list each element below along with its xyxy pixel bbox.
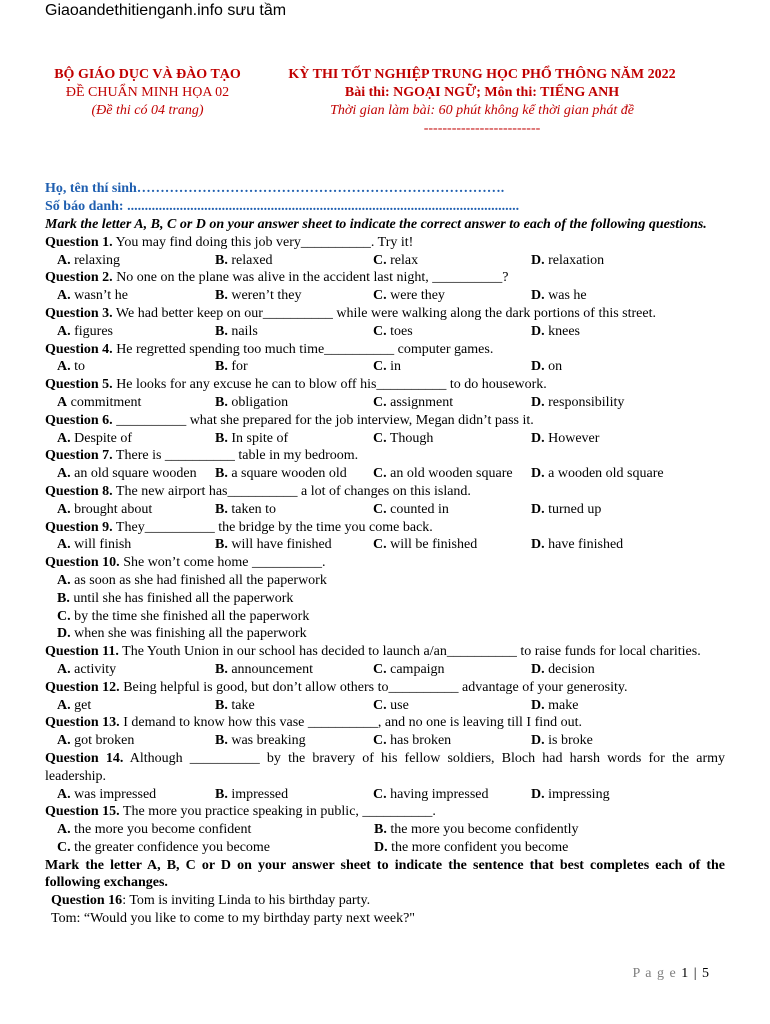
option-row <box>45 821 725 839</box>
option-d[interactable]: D. However <box>531 430 600 446</box>
option-b[interactable]: B. a square wooden old <box>215 466 347 482</box>
ministry-name: BỘ GIÁO DỤC VÀ ĐÀO TẠO <box>54 67 241 82</box>
option-c[interactable]: C. counted in <box>373 501 449 517</box>
option-d[interactable]: D. decision <box>531 661 595 677</box>
question-number: Question 14. <box>45 750 124 766</box>
option-row <box>45 323 725 341</box>
question-text: You may find doing this job very__________. Try it! <box>112 234 414 250</box>
option-c[interactable]: C. by the time she finished all the paperwork <box>57 608 310 624</box>
question-13 <box>45 714 725 750</box>
option-a[interactable]: A. the more you become confident <box>57 822 252 838</box>
option-row <box>45 358 725 376</box>
option-b[interactable]: B. taken to <box>215 501 277 517</box>
option-a[interactable]: A. figures <box>57 323 114 339</box>
option-a[interactable]: A. activity <box>57 661 117 677</box>
question-5 <box>45 376 725 412</box>
question-text: We had better keep on our__________ while were walking along the dark portions of this street. <box>112 305 657 321</box>
time-note: Thời gian làm bài: 60 phút không kể thời gian phát đề <box>330 103 634 118</box>
site-label: Giaoandethitienganh.info sưu tầm <box>45 2 287 19</box>
pages-note: (Đề thi có 04 trang) <box>91 103 204 118</box>
option-row <box>45 252 725 270</box>
question-text: No one on the plane was alive in the accident last night, __________? <box>112 270 509 286</box>
exam-subject: Bài thi: NGOẠI NGỮ; Môn thi: TIẾNG ANH <box>344 85 620 100</box>
header-divider: ------------------------- <box>423 121 541 136</box>
instruction-1: Mark the letter A, B, C or D on your answer sheet to indicate the correct answer to each of the following questions. <box>45 217 707 232</box>
option-a[interactable]: A. relaxing <box>57 252 120 268</box>
question-text: He looks for any excuse he can to blow off his__________ to do housework. <box>112 377 547 393</box>
header-right <box>258 66 706 138</box>
option-b[interactable]: B. impressed <box>215 786 289 802</box>
option-d[interactable]: D. have finished <box>531 537 624 553</box>
question-2 <box>45 269 725 305</box>
question-number: Question 9. <box>45 519 113 535</box>
option-d[interactable]: D. is broke <box>531 733 593 749</box>
option-c[interactable]: C. has broken <box>373 733 452 749</box>
option-d[interactable]: D. was he <box>531 288 587 304</box>
option-d[interactable]: D. responsibility <box>531 394 625 410</box>
option-c[interactable]: C. use <box>373 697 409 713</box>
option-c[interactable]: C. the greater confidence you become <box>57 839 271 855</box>
option-row <box>45 661 725 679</box>
question-1 <box>45 234 725 270</box>
option-c[interactable]: C. assignment <box>373 394 454 410</box>
option-c[interactable]: C. an old wooden square <box>373 466 513 482</box>
question-10 <box>45 554 725 643</box>
option-d[interactable]: D. a wooden old square <box>531 466 664 482</box>
question-text: There is __________ table in my bedroom. <box>112 448 359 464</box>
candidate-info <box>45 180 519 216</box>
question-3 <box>45 305 725 341</box>
option-c[interactable]: C. toes <box>373 323 413 339</box>
question-12 <box>45 679 725 715</box>
question-number: Question 4. <box>45 341 113 357</box>
question-number: Question 1. <box>45 234 113 250</box>
exam-title: KỲ THI TỐT NGHIỆP TRUNG HỌC PHỔ THÔNG NĂM 2022 <box>288 67 676 82</box>
option-b[interactable]: B. announcement <box>215 661 313 677</box>
option-c[interactable]: C. campaign <box>373 661 445 677</box>
option-b[interactable]: B. was breaking <box>215 733 306 749</box>
question-number: Question 13. <box>45 715 120 731</box>
question-9 <box>45 519 725 555</box>
option-d[interactable]: D. make <box>531 697 579 713</box>
option-b[interactable]: B. the more you become confidently <box>374 822 579 838</box>
option-a[interactable]: A. as soon as she had finished all the paperwork <box>57 572 327 588</box>
question-text: : Tom is inviting Linda to his birthday party. <box>122 893 371 909</box>
question-6 <box>45 412 725 448</box>
option-b[interactable]: B. for <box>215 359 248 375</box>
question-4 <box>45 341 725 377</box>
option-d[interactable]: D. the more confident you become <box>374 839 569 855</box>
question-text: __________ what she prepared for the job interview, Megan didn’t pass it. <box>112 412 534 428</box>
option-d[interactable]: D. relaxation <box>531 252 605 268</box>
question-16 <box>45 892 725 928</box>
question-text: Although __________ by the bravery of his fellow soldiers, Bloch had harsh words for the army leadership. <box>45 750 725 784</box>
question-text: He regretted spending too much time__________ computer games. <box>112 341 494 357</box>
header-left <box>40 66 255 120</box>
questions-section <box>45 216 725 928</box>
question-number: Question 12. <box>45 679 120 695</box>
option-a[interactable]: A. will finish <box>57 537 132 553</box>
option-a[interactable]: A. an old square wooden <box>57 466 197 482</box>
option-row <box>45 839 725 857</box>
option-a[interactable]: A commitment <box>57 394 142 410</box>
option-b[interactable]: B. will have finished <box>215 537 332 553</box>
question-14 <box>45 750 725 803</box>
instruction-2: Mark the letter A, B, C or D on your answer sheet to indicate the sentence that best completes each of the following exchanges. <box>45 857 725 891</box>
page-footer <box>632 966 710 982</box>
option-c[interactable]: C. Though <box>373 430 434 446</box>
option-a[interactable]: A. Despite of <box>57 430 133 446</box>
question-15 <box>45 803 725 856</box>
option-b[interactable]: B. until she has finished all the paperwork <box>57 590 294 606</box>
option-c[interactable]: C. relax <box>373 252 419 268</box>
candidate-number-line: Số báo danh: ................................................................................................................ <box>45 199 520 214</box>
question-number: Question 11. <box>45 644 119 660</box>
question-number: Question 7. <box>45 448 113 464</box>
option-c[interactable]: C. were they <box>373 288 445 304</box>
question-8 <box>45 483 725 519</box>
option-row <box>45 697 725 715</box>
option-row <box>45 287 725 305</box>
option-b[interactable]: B. relaxed <box>215 252 273 268</box>
option-row <box>45 786 725 804</box>
option-b[interactable]: B. nails <box>215 323 258 339</box>
option-d[interactable]: D. knees <box>531 323 581 339</box>
question-text: The Youth Union in our school has decided to launch a/an__________ to raise funds for local charities. <box>118 644 701 660</box>
option-row <box>45 394 725 412</box>
dialogue-line: Tom: “Would you like to come to my birthday party next week?" <box>51 911 416 927</box>
option-b[interactable]: B. obligation <box>215 394 289 410</box>
question-number: Question 6. <box>45 412 113 428</box>
option-b[interactable]: B. weren’t they <box>215 288 302 304</box>
question-text: She won’t come home __________. <box>119 555 326 571</box>
page-word: P a g e <box>632 966 677 981</box>
question-text: I demand to know how this vase __________, and no one is leaving till I find out. <box>119 715 583 731</box>
option-b[interactable]: B. take <box>215 697 255 713</box>
option-c[interactable]: C. in <box>373 359 402 375</box>
option-a[interactable]: A. to <box>57 359 86 375</box>
question-text: The new airport has__________ a lot of changes on this island. <box>112 483 471 499</box>
question-number: Question 5. <box>45 377 113 393</box>
question-number: Question 15. <box>45 804 120 820</box>
exam-set: ĐỀ CHUẨN MINH HỌA 02 <box>65 85 230 100</box>
option-d[interactable]: D. on <box>531 359 563 375</box>
option-row <box>45 732 725 750</box>
option-a[interactable]: A. got broken <box>57 733 135 749</box>
candidate-name-line: Họ, tên thí sinh……………………………………………………………………. <box>45 181 505 196</box>
option-row <box>45 430 725 448</box>
option-row <box>45 465 725 483</box>
question-number: Question 10. <box>45 555 120 571</box>
question-text: The more you practice speaking in public, __________. <box>119 804 436 820</box>
question-number: Question 16 <box>51 893 123 909</box>
page-number: 1 | 5 <box>681 966 710 981</box>
question-number: Question 8. <box>45 483 113 499</box>
option-c[interactable]: C. will be finished <box>373 537 478 553</box>
option-a[interactable]: A. get <box>57 697 92 713</box>
option-d[interactable]: D. when she was finishing all the paperwork <box>57 626 307 642</box>
question-text: Being helpful is good, but don’t allow others to__________ advantage of your generosity. <box>119 679 628 695</box>
option-b[interactable]: B. In spite of <box>215 430 289 446</box>
question-number: Question 3. <box>45 305 113 321</box>
option-row <box>45 501 725 519</box>
option-row <box>45 536 725 554</box>
question-7 <box>45 447 725 483</box>
option-d[interactable]: D. impressing <box>531 786 610 802</box>
option-a[interactable]: A. was impressed <box>57 786 157 802</box>
option-d[interactable]: D. turned up <box>531 501 602 517</box>
option-c[interactable]: C. having impressed <box>373 786 489 802</box>
option-a[interactable]: A. wasn’t he <box>57 288 128 304</box>
question-text: They__________ the bridge by the time you come back. <box>112 519 433 535</box>
question-number: Question 2. <box>45 270 113 286</box>
option-a[interactable]: A. brought about <box>57 501 153 517</box>
question-11 <box>45 643 725 679</box>
